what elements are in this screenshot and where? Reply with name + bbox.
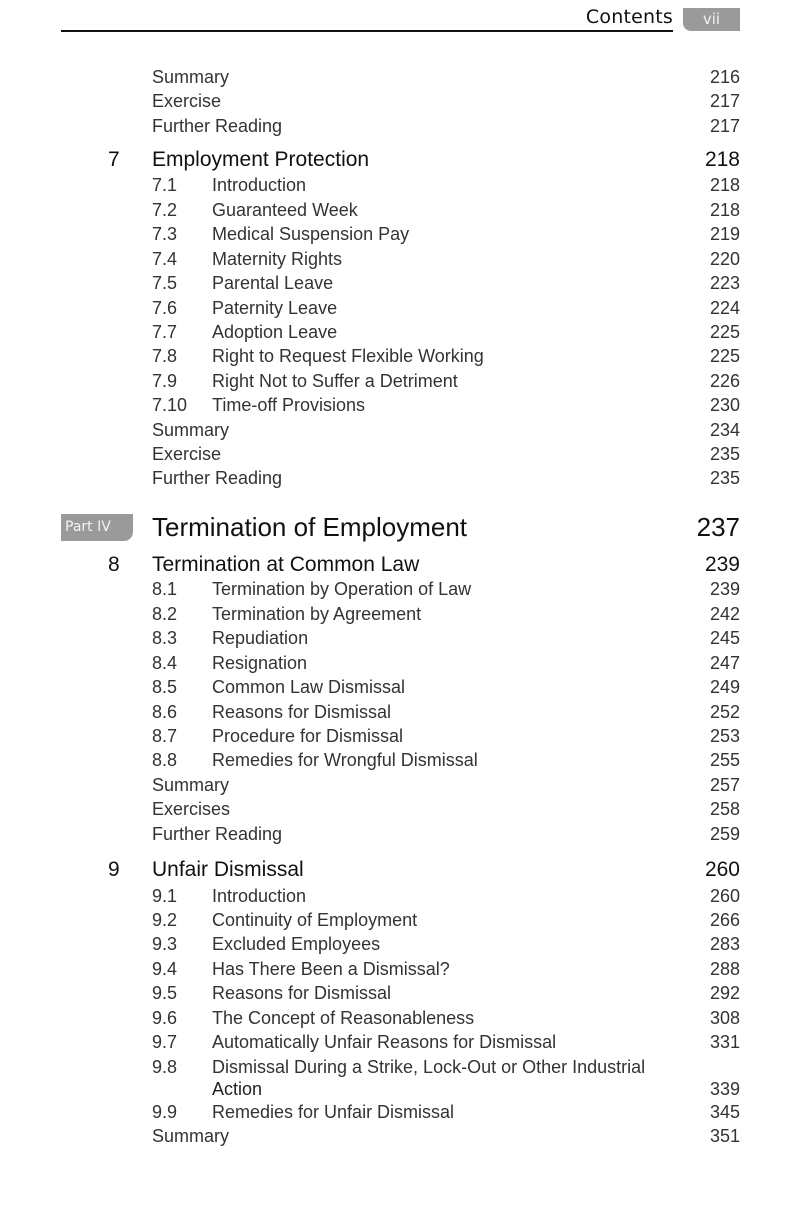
section-page: 253	[709, 726, 740, 746]
section-title: Termination by Operation of Law	[212, 579, 472, 599]
section-title: Has There Been a Dismissal?	[212, 959, 450, 979]
part-page: 237	[696, 512, 740, 542]
section-number: 9.8	[152, 1057, 178, 1077]
toc-section-9-5[interactable]	[0, 982, 800, 1006]
toc-section-7-7[interactable]	[0, 321, 800, 345]
section-title: Adoption Leave	[212, 322, 338, 342]
chapter-title: Unfair Dismissal	[152, 858, 304, 881]
section-page: 223	[709, 273, 740, 293]
toc-section-9-7[interactable]	[0, 1031, 800, 1055]
section-title: Introduction	[212, 886, 307, 906]
section-page: 247	[709, 653, 740, 673]
section-page: 283	[709, 934, 740, 954]
entry-page: 235	[709, 444, 740, 464]
section-page: 331	[709, 1032, 740, 1052]
chapter-title: Termination at Common Law	[152, 553, 420, 576]
section-number: 9.5	[152, 983, 178, 1003]
section-number: 8.3	[152, 628, 178, 648]
section-number: 7.5	[152, 273, 178, 293]
section-number: 7.8	[152, 346, 178, 366]
toc-section-7-5[interactable]	[0, 272, 800, 296]
entry-label: Exercise	[152, 91, 222, 111]
page-number-tab: vii	[683, 8, 740, 31]
entry-label: Further Reading	[152, 116, 283, 136]
toc-chapter-7[interactable]	[0, 148, 800, 172]
section-title: Paternity Leave	[212, 298, 338, 318]
section-number: 9.7	[152, 1032, 178, 1052]
section-title: Right to Request Flexible Working	[212, 346, 484, 366]
chapter-page: 239	[704, 553, 740, 576]
toc-entry-summary[interactable]	[0, 1125, 800, 1149]
section-page: 288	[709, 959, 740, 979]
entry-label: Further Reading	[152, 468, 283, 488]
section-number: 7.7	[152, 322, 178, 342]
section-page: 219	[709, 224, 740, 244]
chapter-number: 7	[108, 148, 120, 171]
toc-section-8-4[interactable]	[0, 652, 800, 676]
entry-page: 351	[709, 1126, 740, 1146]
running-header-title: Contents	[585, 6, 673, 28]
entry-page: 216	[709, 67, 740, 87]
entry-label: Summary	[152, 67, 230, 87]
entry-label: Exercises	[152, 799, 231, 819]
entry-label: Summary	[152, 775, 230, 795]
section-page: 220	[709, 249, 740, 269]
section-page: 252	[709, 702, 740, 722]
chapter-number: 9	[108, 858, 120, 881]
chapter-title: Employment Protection	[152, 148, 370, 171]
section-page: 218	[709, 175, 740, 195]
section-number: 8.4	[152, 653, 178, 673]
section-number: 7.1	[152, 175, 178, 195]
toc-section-8-2[interactable]	[0, 603, 800, 627]
section-page: 239	[709, 579, 740, 599]
toc-section-8-3[interactable]	[0, 627, 800, 651]
section-page: 345	[709, 1102, 740, 1122]
toc-section-9-3[interactable]	[0, 933, 800, 957]
section-number: 8.8	[152, 750, 178, 770]
section-number: 9.9	[152, 1102, 178, 1122]
toc-entry-exercises[interactable]	[0, 798, 800, 822]
toc-section-9-1[interactable]	[0, 885, 800, 909]
section-title: Right Not to Suffer a Detriment	[212, 371, 458, 391]
section-number: 7.3	[152, 224, 178, 244]
toc-section-8-8[interactable]	[0, 749, 800, 773]
toc-entry-summary[interactable]	[0, 66, 800, 90]
toc-section-7-9[interactable]	[0, 370, 800, 394]
entry-page: 258	[709, 799, 740, 819]
section-page: 245	[709, 628, 740, 648]
toc-section-9-8[interactable]	[0, 1056, 800, 1102]
section-page: 308	[709, 1008, 740, 1028]
section-number: 8.5	[152, 677, 178, 697]
section-title: Parental Leave	[212, 273, 334, 293]
entry-page: 235	[709, 468, 740, 488]
section-page: 225	[709, 346, 740, 366]
toc-section-7-8[interactable]	[0, 345, 800, 369]
section-title: Reasons for Dismissal	[212, 702, 392, 722]
section-page: 225	[709, 322, 740, 342]
section-number: 8.2	[152, 604, 178, 624]
toc-part-4[interactable]	[0, 512, 800, 544]
section-title: Remedies for Unfair Dismissal	[212, 1102, 455, 1122]
toc-section-8-1[interactable]	[0, 578, 800, 602]
toc-section-8-7[interactable]	[0, 725, 800, 749]
section-page: 224	[709, 298, 740, 318]
entry-label: Summary	[152, 1126, 230, 1146]
section-title: Procedure for Dismissal	[212, 726, 404, 746]
section-number: 9.4	[152, 959, 178, 979]
toc-entry-summary[interactable]	[0, 419, 800, 443]
section-title-continued: Action	[212, 1079, 263, 1099]
section-title: Introduction	[212, 175, 307, 195]
entry-label: Summary	[152, 420, 230, 440]
section-title: Maternity Rights	[212, 249, 343, 269]
section-page: 218	[709, 200, 740, 220]
section-number: 9.2	[152, 910, 178, 930]
toc-entry-exercise[interactable]	[0, 443, 800, 467]
toc-section-8-6[interactable]	[0, 701, 800, 725]
chapter-page: 260	[704, 858, 740, 881]
section-page: 230	[709, 395, 740, 415]
entry-page: 257	[709, 775, 740, 795]
section-number: 9.6	[152, 1008, 178, 1028]
section-title: Remedies for Wrongful Dismissal	[212, 750, 478, 770]
section-number: 8.7	[152, 726, 178, 746]
toc-chapter-9[interactable]	[0, 858, 800, 882]
section-title: Time-off Provisions	[212, 395, 366, 415]
toc-section-7-2[interactable]	[0, 199, 800, 223]
entry-label: Further Reading	[152, 824, 283, 844]
section-title: Guaranteed Week	[212, 200, 358, 220]
toc-entry-further-reading[interactable]	[0, 467, 800, 491]
toc-entry-further-reading[interactable]	[0, 115, 800, 139]
section-page: 266	[709, 910, 740, 930]
section-number: 8.6	[152, 702, 178, 722]
toc-section-8-5[interactable]	[0, 676, 800, 700]
section-title: Automatically Unfair Reasons for Dismissal	[212, 1032, 557, 1052]
section-title: Resignation	[212, 653, 308, 673]
toc-section-9-6[interactable]	[0, 1007, 800, 1031]
section-number: 9.3	[152, 934, 178, 954]
toc-section-7-10[interactable]	[0, 394, 800, 418]
section-title: Termination by Agreement	[212, 604, 422, 624]
section-title: Dismissal During a Strike, Lock-Out or Other Industrial	[212, 1057, 646, 1077]
section-page: 339	[709, 1079, 740, 1099]
part-tab: Part IV	[61, 514, 133, 541]
entry-page: 217	[709, 116, 740, 136]
section-number: 7.10	[152, 395, 188, 415]
section-number: 9.1	[152, 886, 178, 906]
section-number: 7.4	[152, 249, 178, 269]
section-page: 249	[709, 677, 740, 697]
toc-section-7-6[interactable]	[0, 297, 800, 321]
part-title: Termination of Employment	[152, 512, 468, 542]
section-page: 242	[709, 604, 740, 624]
section-title: Repudiation	[212, 628, 309, 648]
section-title: Excluded Employees	[212, 934, 381, 954]
toc-section-9-2[interactable]	[0, 909, 800, 933]
section-page: 292	[709, 983, 740, 1003]
toc-section-9-4[interactable]	[0, 958, 800, 982]
section-page: 260	[709, 886, 740, 906]
section-title: Continuity of Employment	[212, 910, 418, 930]
toc-section-9-9[interactable]	[0, 1101, 800, 1125]
chapter-page: 218	[704, 148, 740, 171]
section-title: Common Law Dismissal	[212, 677, 406, 697]
header-rule	[61, 30, 673, 32]
toc-section-7-1[interactable]	[0, 174, 800, 198]
toc-chapter-8[interactable]	[0, 553, 800, 577]
entry-page: 234	[709, 420, 740, 440]
toc-section-7-4[interactable]	[0, 248, 800, 272]
chapter-number: 8	[108, 553, 120, 576]
entry-label: Exercise	[152, 444, 222, 464]
section-number: 7.2	[152, 200, 178, 220]
entry-page: 217	[709, 91, 740, 111]
section-number: 8.1	[152, 579, 178, 599]
section-number: 7.6	[152, 298, 178, 318]
section-title: Medical Suspension Pay	[212, 224, 410, 244]
section-number: 7.9	[152, 371, 178, 391]
section-title: Reasons for Dismissal	[212, 983, 392, 1003]
section-title: The Concept of Reasonableness	[212, 1008, 475, 1028]
toc-entry-exercise[interactable]	[0, 90, 800, 114]
section-page: 226	[709, 371, 740, 391]
toc-section-7-3[interactable]	[0, 223, 800, 247]
entry-page: 259	[709, 824, 740, 844]
toc-entry-summary[interactable]	[0, 774, 800, 798]
section-page: 255	[709, 750, 740, 770]
toc-entry-further-reading[interactable]	[0, 823, 800, 847]
